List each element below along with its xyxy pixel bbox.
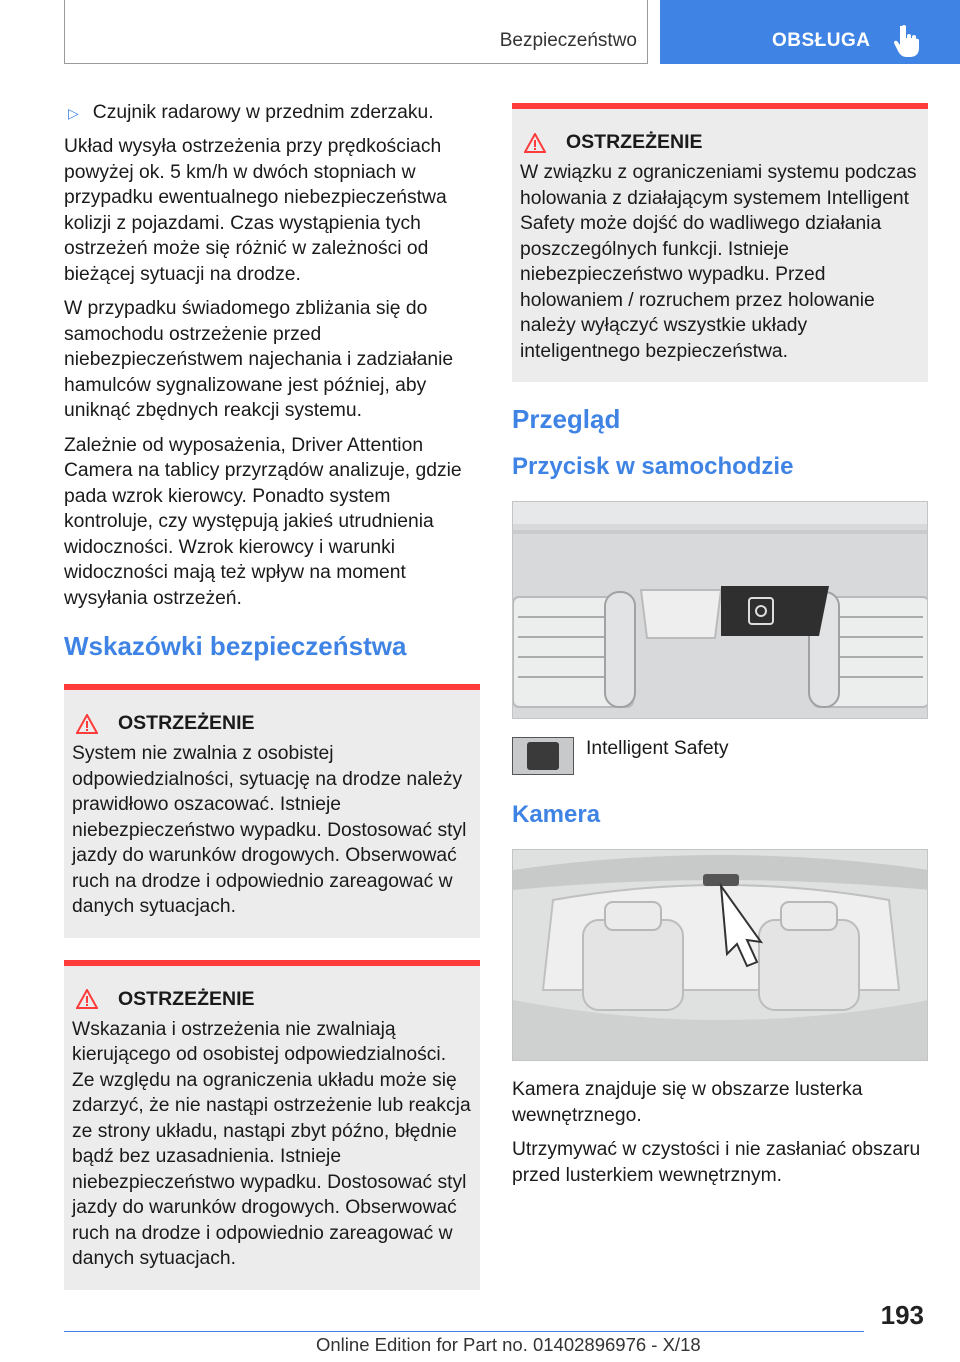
subheading-camera: Kamera (512, 801, 601, 828)
warning-title (72, 988, 472, 1011)
chapter-tab-label: OBSŁUGA (772, 30, 871, 51)
warning-box (64, 960, 480, 1290)
warning-box (64, 684, 480, 938)
warning-triangle-icon (524, 133, 546, 153)
edition-footer: Online Edition for Part no. 01402896976 - X/18 (316, 1334, 701, 1355)
header-section-box (64, 0, 648, 64)
warning-text: System nie zwalnia z osobistej odpowiedzialności, sytuację na drodze należy prawidłowo oszacować. Istnieje niebezpieczeństwo wypadku. Dostosować styl jazdy do warunków drogowych. Obserwować ruch na drodze i odpowiednio zareagować w danych sytuacjach. (72, 743, 467, 917)
warning-title-text: OSTRZEŻENIE (118, 987, 255, 1010)
intelligent-safety-button-icon (512, 737, 574, 775)
dashboard-illustration (513, 502, 928, 719)
warning-triangle-icon (76, 989, 98, 1009)
bullet-text: Czujnik radarowy w przednim zderzaku. (92, 102, 434, 123)
pointing-hand-icon (894, 24, 920, 58)
button-legend-label: Intelligent Safety (586, 738, 729, 759)
paragraph: Układ wysyła ostrzeżenia przy prędkościach powyżej ok. 5 km/h w dwóch stopniach w przypadku ewentualnego niebezpieczeństwa kolizji z pojazdami. Czas wystąpienia tych ostrzeżeń może się różnić w zależności od bieżącej sytuacji na drodze. (64, 136, 447, 285)
triangle-bullet-icon: ▷ (68, 105, 79, 121)
page-number: 193 (880, 1300, 924, 1330)
section-heading-safety: Wskazówki bezpieczeństwa (64, 631, 407, 661)
warning-title-text: OSTRZEŻENIE (118, 712, 255, 734)
subheading-button: Przycisk w samochodzie (512, 453, 794, 480)
warning-triangle-icon (76, 714, 98, 734)
section-heading-overview: Przegląd (512, 404, 621, 434)
footer-divider (64, 1331, 864, 1332)
paragraph: Kamera znajduje się w obszarze lusterka wewnętrznego. (512, 1079, 863, 1126)
warning-title (520, 131, 920, 154)
warning-title (72, 712, 472, 735)
warning-text: W związku z ograniczeniami systemu podczas holowania z działającym systemem Intelligent Safety może dojść do wadliwego działania poszczególnych funkcji. Istnieje niebezpieczeństwo wypadku. Przed holowaniem / rozruchem przez holowanie należy wyłączyć wszystkie układy inteligentnego bezpieczeństwa. (520, 162, 917, 362)
button-legend (512, 737, 928, 775)
header-section-title: Bezpieczeństwo (499, 30, 637, 51)
warning-title-text: OSTRZEŻENIE (566, 131, 703, 153)
interior-illustration (513, 850, 928, 1061)
warning-text: Wskazania i ostrzeżenia nie zwalniają kierującego od osobistej odpowiedzialności. Ze względu na ograniczenia układu może się zdarzyć, że nie nastąpi ostrzeżenie lub reakcja ze strony układu, nastąpi zbyt późno, błędnie bądź bez uzasadnienia. Istnieje niebezpieczeństwo wypadku. Dostosować styl jazdy do warunków drogowych. Obserwować ruch na drodze i odpowiednio zareagować w danych sytuacjach. (72, 1018, 471, 1269)
dashboard-button-photo (512, 501, 928, 719)
left-column (64, 100, 480, 1306)
paragraph: Zależnie od wyposażenia, Driver Attention Camera na tablicy przyrządów analizuje, gdzie pada wzrok kierowcy. Ponadto system kontroluje, czy występują jakieś utrudnienia widoczności. Wzrok kierowcy i warunki widoczności mają też wpływ na moment wysyłania ostrzeżeń. (64, 434, 462, 609)
bullet-item (64, 100, 480, 126)
camera-interior-photo (512, 849, 928, 1061)
right-column (512, 103, 928, 1197)
warning-box (512, 103, 928, 382)
paragraph: W przypadku świadomego zbliżania się do samochodu ostrzeżenie przed niebezpieczeństwem najechania i zadziałanie hamulców sygnalizowane jest później, aby uniknąć zbędnych reakcji systemu. (64, 298, 454, 421)
paragraph: Utrzymywać w czystości i nie zasłaniać obszaru przed lusterkiem wewnętrznym. (512, 1139, 921, 1186)
